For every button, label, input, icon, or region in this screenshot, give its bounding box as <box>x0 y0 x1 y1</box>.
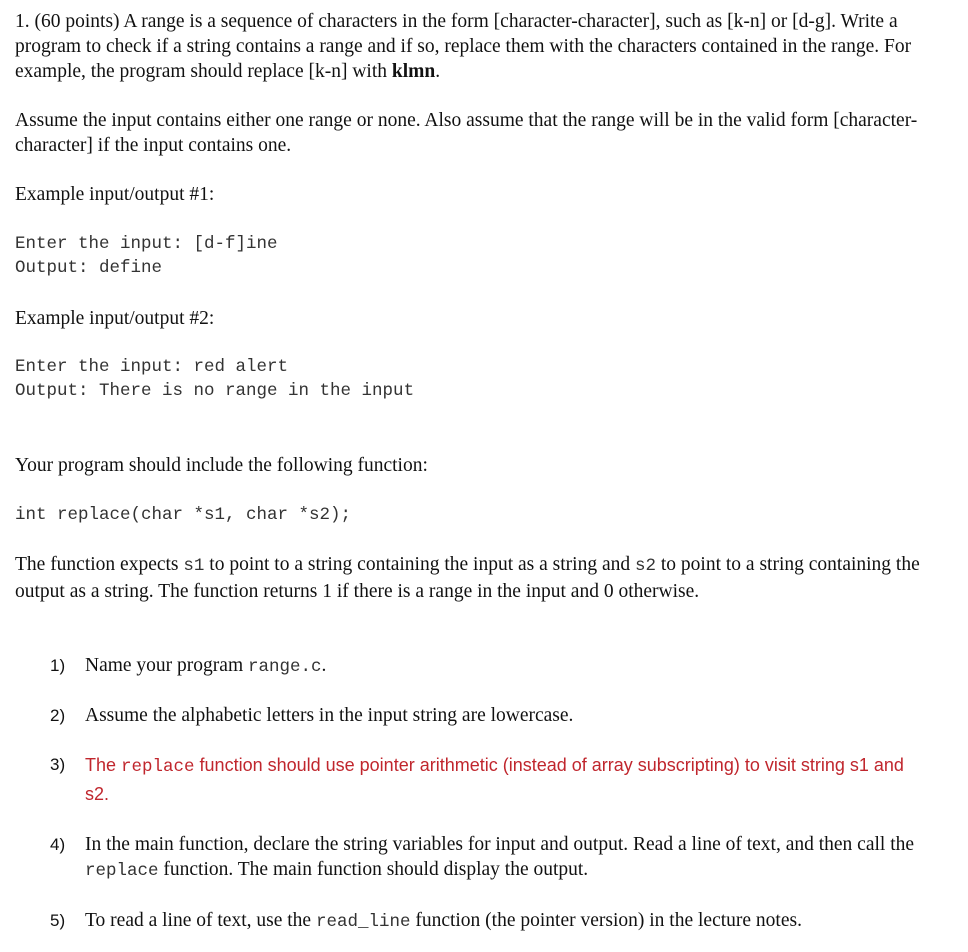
replace-code: replace <box>85 861 159 881</box>
example2-code <box>15 355 414 403</box>
example1-output-line: Output: define <box>15 258 163 278</box>
read-line-code: read_line <box>315 912 411 932</box>
assumption-paragraph: Assume the input contains either one range or none. Also assume that the range will be in the valid form [character-character] if the input contains one. <box>15 110 918 156</box>
replace-code: replace <box>121 757 195 777</box>
problem-text-end: . <box>435 61 441 82</box>
filename-code: range.c <box>248 657 322 677</box>
function-signature: int replace(char *s1, char *s2); <box>15 505 352 525</box>
example2-heading: Example input/output #2: <box>15 308 215 329</box>
function-description: The function expects s1 to point to a string containing the input as a string and s2 to point to a string containing the output as a string. The function returns 1 if there is a range in the input and 0 otherwise. <box>15 554 920 602</box>
function-intro: Your program should include the following function: <box>15 455 428 476</box>
example1-heading: Example input/output #1: <box>15 184 215 205</box>
example1-input-line: Enter the input: [d-f]ine <box>15 234 278 254</box>
problem-text: 1. (60 points) A range is a sequence of characters in the form [character-character], such as [k-n] or [d-g]. Write a program to check if a string contains a range and if so, replace them with the characters contained in the range. For example, the program should replace [k-n] with <box>15 11 912 82</box>
problem-statement <box>15 9 950 84</box>
assignment-page: 1. (60 points) A range is a sequence of characters in the form [character-character], such as [k-n] or [d-g]. Write a program to check if a string contains a range and if so, replace them with the characters contained in the range. For example, the program should replace [k-n] with klmn. Assume the input contains either one range or none. Also assume that the range will be in the valid form [character-character] if the input contains one. Example input/output #1: Enter the input: [d-f]ine Output: define Example input/output #2: Enter the input: red alert Output: There is no range in the input Your program should include the following function: int replace(char *s1, char *s2); The function expects s1 to point to a string containing the input as a string and s2 to point to a string containing the output as a string. The function returns 1 if there is a range in the input and 0 otherwise. 1) Name your program range.c. 2) Assume the alphabetic letters in the input string are lowercase. 3) The replace function should use pointer arithmetic (instead of array subscripting) to visit string s1 and s2. 4) In the main function, declare the string variables for input and output. Read a line of text, and then call the replace function. The main function should display the output. 5) To read a line of text, use the read_line function (the pointer version) in the lecture notes. <box>0 0 968 952</box>
example2-input-line: Enter the input: red alert <box>15 357 289 377</box>
s1-code: s1 <box>183 556 205 576</box>
s2-code: s2 <box>634 556 656 576</box>
example1-code <box>15 232 278 280</box>
example-output-bold: klmn <box>391 61 436 82</box>
example2-output-line: Output: There is no range in the input <box>15 381 415 401</box>
